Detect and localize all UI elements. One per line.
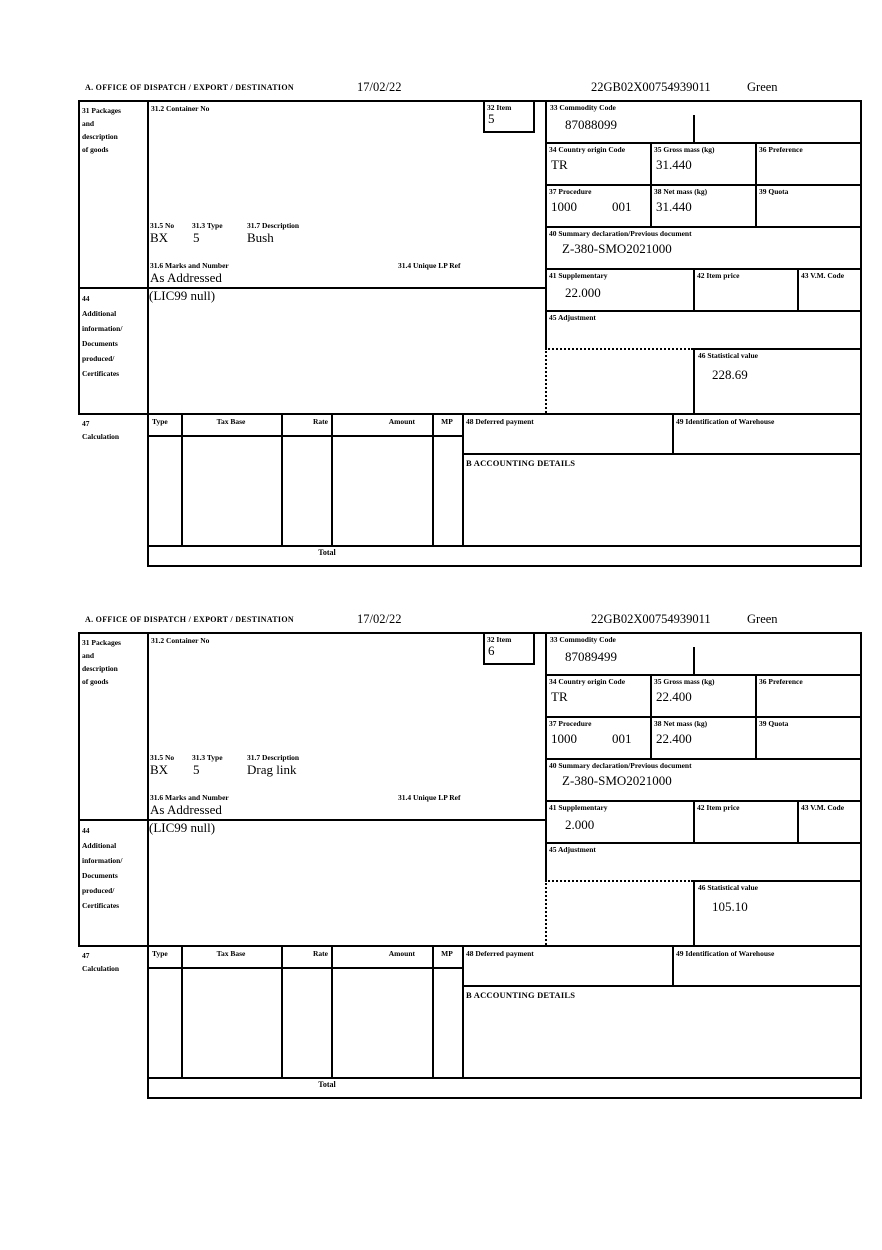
grid-line	[147, 967, 462, 969]
tax-base-header: Tax Base	[216, 417, 246, 426]
procedure-value: 1000	[551, 199, 577, 214]
warehouse-id-label: 49 Identification of Warehouse	[676, 417, 775, 426]
grid-line	[693, 348, 860, 350]
grid-line	[78, 100, 80, 413]
description-label: 31.7 Description	[247, 221, 300, 230]
dotted-grid-line	[545, 348, 693, 350]
container-no-label: 31.2 Container No	[151, 104, 210, 113]
accounting-details-label: B ACCOUNTING DETAILS	[466, 990, 576, 1000]
net-mass-label: 38 Net mass (kg)	[654, 719, 708, 728]
procedure-suffix-value: 001	[612, 731, 632, 746]
declaration-date: 17/02/22	[357, 612, 402, 626]
vm-code-label: 43 V.M. Code	[801, 271, 845, 280]
entry-number: 22GB02X00754939011	[591, 80, 711, 94]
gross-mass-label: 35 Gross mass (kg)	[654, 145, 715, 154]
grid-line	[545, 226, 860, 228]
net-mass-value: 31.440	[656, 199, 692, 214]
package-type-value: 5	[193, 762, 200, 777]
tax-rate-header: Rate	[313, 417, 328, 426]
description-value: Drag link	[247, 762, 297, 777]
adjustment-label: 45 Adjustment	[549, 845, 596, 854]
grid-line	[181, 413, 183, 545]
grid-line	[545, 842, 860, 844]
grid-line	[650, 674, 652, 758]
grid-line	[755, 142, 757, 226]
grid-line	[545, 716, 860, 718]
adjustment-label: 45 Adjustment	[549, 313, 596, 322]
grid-line	[545, 184, 860, 186]
route-indicator: Green	[747, 80, 778, 94]
total-label: Total	[318, 548, 336, 557]
item-price-label: 42 Item price	[697, 271, 740, 280]
grid-line	[78, 100, 862, 102]
previous-document-value: Z-380-SMO2021000	[562, 241, 672, 256]
country-origin-label: 34 Country origin Code	[549, 677, 626, 686]
grid-line	[693, 268, 695, 310]
package-no-label: 31.5 No	[150, 753, 175, 762]
grid-line	[331, 413, 333, 545]
grid-line	[672, 413, 674, 453]
unique-lp-ref-label: 31.4 Unique LP Ref	[398, 793, 461, 802]
box-31-label: 31 Packages and description of goods	[82, 106, 121, 154]
description-label: 31.7 Description	[247, 753, 300, 762]
warehouse-id-label: 49 Identification of Warehouse	[676, 949, 775, 958]
box-31-label: 31 Packages and description of goods	[82, 638, 121, 686]
grid-line	[462, 945, 464, 1077]
dotted-grid-line	[545, 880, 547, 945]
grid-line	[78, 413, 862, 415]
package-type-label: 31.3 Type	[192, 753, 223, 762]
grid-line	[147, 100, 149, 545]
tax-mp-header: MP	[441, 417, 453, 426]
item-label: 32 Item	[487, 635, 512, 644]
previous-document-value: Z-380-SMO2021000	[562, 773, 672, 788]
grid-line	[797, 800, 799, 842]
commodity-code-value: 87089499	[565, 649, 617, 664]
marks-number-label: 31.6 Marks and Number	[150, 793, 229, 802]
net-mass-label: 38 Net mass (kg)	[654, 187, 708, 196]
package-type-label: 31.3 Type	[192, 221, 223, 230]
package-no-label: 31.5 No	[150, 221, 175, 230]
container-no-label: 31.2 Container No	[151, 636, 210, 645]
statistical-value-label: 46 Statistical value	[698, 883, 758, 892]
item-number-value: 5	[488, 111, 495, 126]
tax-mp-header: MP	[441, 949, 453, 958]
tax-base-header: Tax Base	[216, 949, 246, 958]
country-origin-value: TR	[551, 157, 568, 172]
declaration-date: 17/02/22	[357, 80, 402, 94]
marks-number-value: As Addressed	[150, 270, 222, 285]
commodity-code-label: 33 Commodity Code	[550, 635, 616, 644]
tax-amount-header: Amount	[388, 949, 415, 958]
grid-line	[860, 632, 862, 1077]
grid-line	[693, 880, 860, 882]
grid-line	[78, 945, 862, 947]
additional-info-value: (LIC99 null)	[149, 820, 216, 835]
grid-line	[462, 985, 860, 987]
grid-line	[147, 435, 462, 437]
statistical-value-label: 46 Statistical value	[698, 351, 758, 360]
marks-number-value: As Addressed	[150, 802, 222, 817]
grid-line	[432, 413, 434, 545]
marks-number-label: 31.6 Marks and Number	[150, 261, 229, 270]
tax-type-header: Type	[152, 949, 168, 958]
country-origin-label: 34 Country origin Code	[549, 145, 626, 154]
grid-line	[331, 945, 333, 1077]
commodity-code-divider	[693, 115, 695, 142]
declaration-item-section	[0, 78, 882, 610]
item-number-value: 6	[488, 643, 495, 658]
grid-line	[755, 674, 757, 758]
grid-line	[797, 268, 799, 310]
accounting-details-label: B ACCOUNTING DETAILS	[466, 458, 576, 468]
procedure-label: 37 Procedure	[549, 719, 592, 728]
summary-declaration-label: 40 Summary declaration/Previous document	[549, 229, 692, 238]
commodity-code-divider	[693, 647, 695, 674]
package-type-value: 5	[193, 230, 200, 245]
grid-line	[545, 674, 860, 676]
unique-lp-ref-label: 31.4 Unique LP Ref	[398, 261, 461, 270]
grid-line	[693, 800, 695, 842]
gross-mass-label: 35 Gross mass (kg)	[654, 677, 715, 686]
supplementary-label: 41 Supplementary	[549, 271, 608, 280]
net-mass-value: 22.400	[656, 731, 692, 746]
tax-rate-header: Rate	[313, 949, 328, 958]
supplementary-value: 2.000	[565, 817, 595, 832]
total-label: Total	[318, 1080, 336, 1089]
procedure-value: 1000	[551, 731, 577, 746]
grid-line	[693, 880, 695, 945]
country-origin-value: TR	[551, 689, 568, 704]
tax-type-header: Type	[152, 417, 168, 426]
item-price-label: 42 Item price	[697, 803, 740, 812]
summary-declaration-label: 40 Summary declaration/Previous document	[549, 761, 692, 770]
tax-amount-header: Amount	[388, 417, 415, 426]
grid-line	[545, 142, 860, 144]
grid-line	[281, 413, 283, 545]
grid-line	[281, 945, 283, 1077]
description-value: Bush	[247, 230, 274, 245]
grid-line	[545, 800, 860, 802]
statistical-value: 105.10	[712, 899, 748, 914]
office-of-dispatch-label: A. OFFICE OF DISPATCH / EXPORT / DESTINATION	[85, 615, 294, 624]
office-of-dispatch-label: A. OFFICE OF DISPATCH / EXPORT / DESTINATION	[85, 83, 294, 92]
preference-label: 36 Preference	[759, 145, 803, 154]
vm-code-label: 43 V.M. Code	[801, 803, 845, 812]
procedure-suffix-value: 001	[612, 199, 632, 214]
grid-line	[462, 413, 464, 545]
supplementary-label: 41 Supplementary	[549, 803, 608, 812]
grid-line	[147, 632, 149, 1077]
box-44-label: 44 Additional information/ Documents produced/ Certificates	[82, 294, 123, 378]
item-label: 32 Item	[487, 103, 512, 112]
grid-line	[462, 453, 860, 455]
package-no-value: BX	[150, 230, 169, 245]
box-44-label: 44 Additional information/ Documents produced/ Certificates	[82, 826, 123, 910]
statistical-value: 228.69	[712, 367, 748, 382]
grid-line	[181, 945, 183, 1077]
deferred-payment-label: 48 Deferred payment	[466, 417, 534, 426]
grid-line	[432, 945, 434, 1077]
commodity-code-value: 87088099	[565, 117, 617, 132]
grid-line	[860, 100, 862, 545]
additional-info-value: (LIC99 null)	[149, 288, 216, 303]
grid-line	[545, 310, 860, 312]
gross-mass-value: 22.400	[656, 689, 692, 704]
grid-line	[78, 632, 862, 634]
package-no-value: BX	[150, 762, 169, 777]
supplementary-value: 22.000	[565, 285, 601, 300]
declaration-item-section	[0, 610, 882, 1142]
box-47-label: 47 Calculation	[82, 419, 120, 441]
grid-line	[545, 268, 860, 270]
procedure-label: 37 Procedure	[549, 187, 592, 196]
box-47-label: 47 Calculation	[82, 951, 120, 973]
entry-number: 22GB02X00754939011	[591, 612, 711, 626]
commodity-code-label: 33 Commodity Code	[550, 103, 616, 112]
grid-line	[693, 348, 695, 413]
dotted-grid-line	[545, 348, 547, 413]
grid-line	[545, 758, 860, 760]
preference-label: 36 Preference	[759, 677, 803, 686]
quota-label: 39 Quota	[759, 719, 789, 728]
quota-label: 39 Quota	[759, 187, 789, 196]
deferred-payment-label: 48 Deferred payment	[466, 949, 534, 958]
dotted-grid-line	[545, 880, 693, 882]
route-indicator: Green	[747, 612, 778, 626]
grid-line	[672, 945, 674, 985]
grid-line	[650, 142, 652, 226]
gross-mass-value: 31.440	[656, 157, 692, 172]
grid-line	[78, 632, 80, 945]
